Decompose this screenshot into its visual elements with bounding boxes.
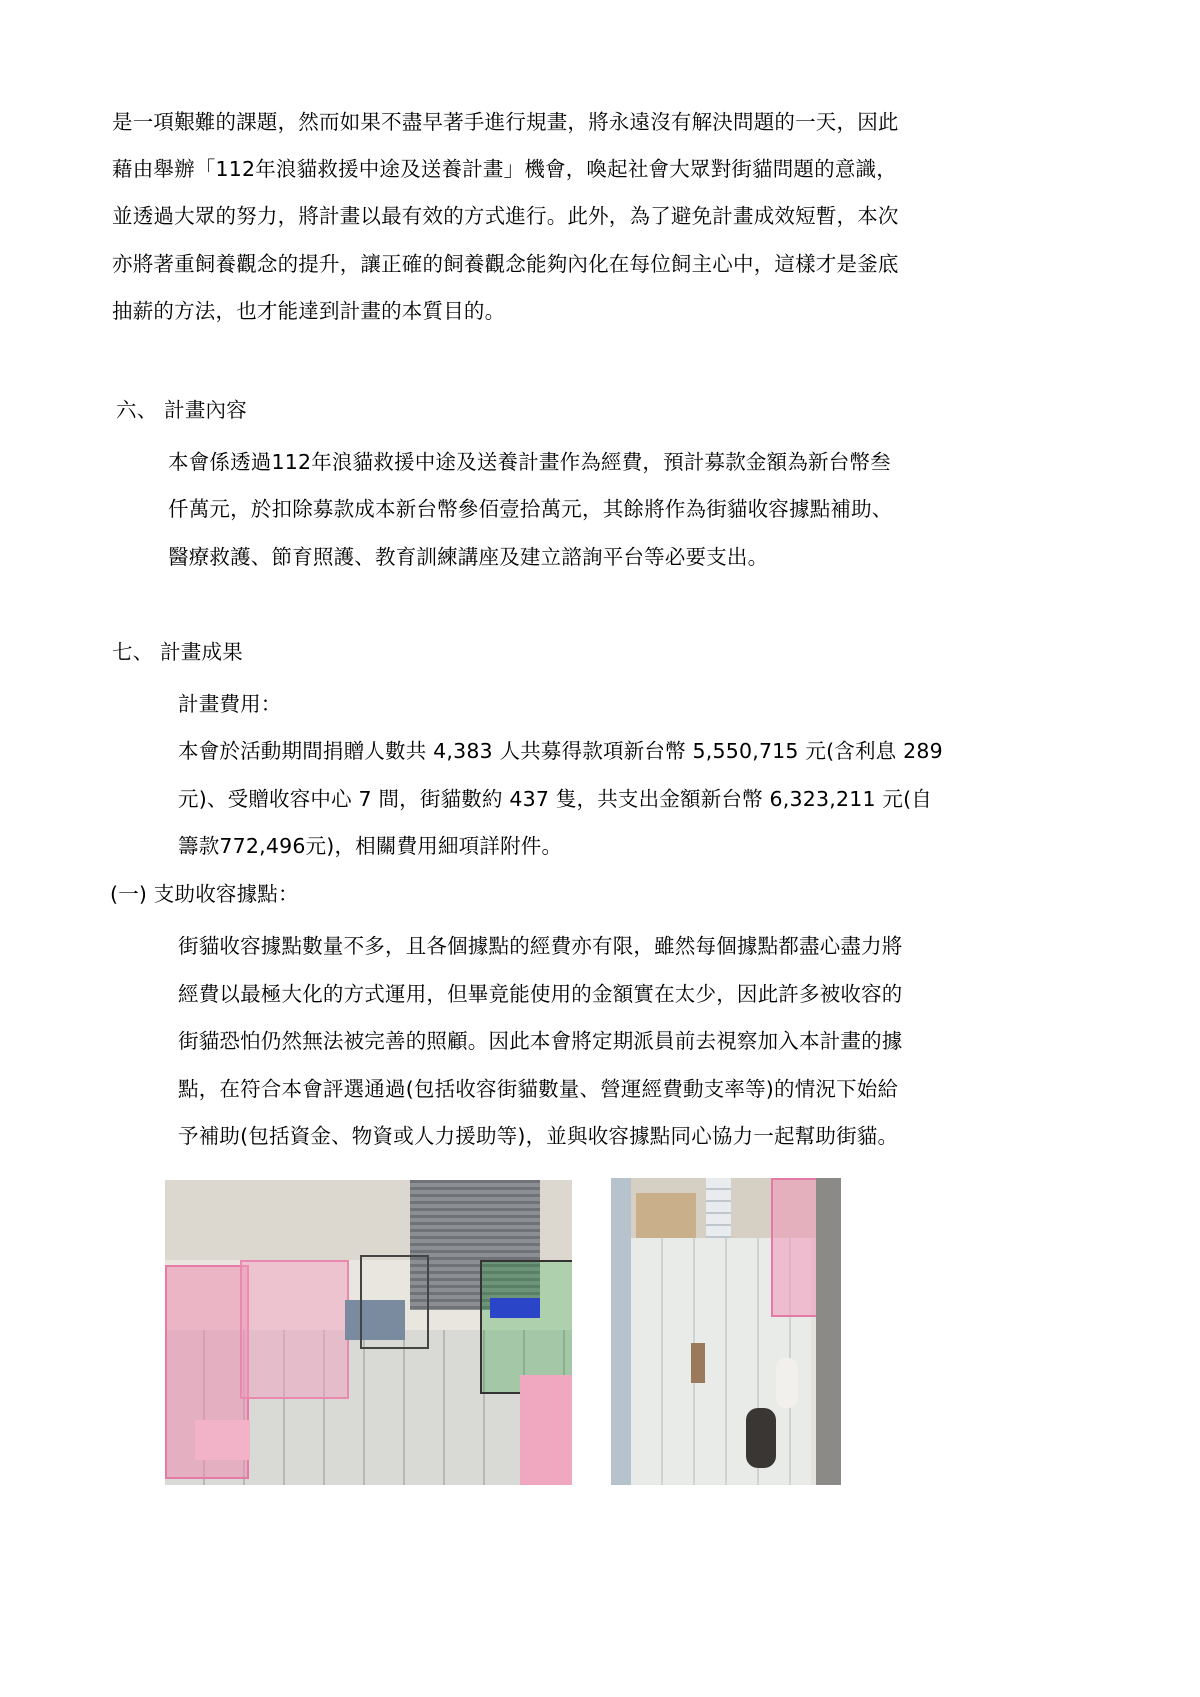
text-line: 點，在符合本會評選通過(包括收容街貓數量、營運經費動支率等)的情況下始給 — [178, 1077, 899, 1101]
text-line: 街貓恐怕仍然無法被完善的照顧。因此本會將定期派員前去視察加入本計畫的據 — [178, 1029, 903, 1053]
text-line: 抽薪的方法，也才能達到計畫的本質目的。 — [112, 299, 506, 323]
text-line: 籌款772,496元)，相關費用細項詳附件。 — [178, 834, 563, 858]
text-line: 予補助(包括資金、物資或人力援助等)，並與收容據點同心協力一起幫助街貓。 — [178, 1124, 899, 1148]
section-heading: 六、 計畫內容 — [116, 398, 247, 422]
text-line: 街貓收容據點數量不多，且各個據點的經費亦有限，雖然每個據點都盡心盡力將 — [178, 934, 903, 958]
text-line: 本會於活動期間捐贈人數共 4,383 人共募得款項新台幣 5,550,715 元(含利息 289 — [178, 739, 943, 763]
text-line: 經費以最極大化的方式運用，但畢竟能使用的金額實在太少，因此許多被收容的 — [178, 982, 903, 1006]
section-heading: 七、 計畫成果 — [112, 640, 243, 664]
text-line: 醫療救護、節育照護、教育訓練講座及建立諮詢平台等必要支出。 — [168, 545, 769, 569]
text-line: 仟萬元，於扣除募款成本新台幣參佰壹拾萬元，其餘將作為街貓收容據點補助、 — [168, 497, 893, 521]
shelter-corridor-photo — [611, 1178, 841, 1485]
subsection-heading: (一) 支助收容據點： — [110, 882, 299, 906]
text-line: 並透過大眾的努力，將計畫以最有效的方式進行。此外，為了避免計畫成效短暫，本次 — [112, 204, 899, 228]
shelter-room-photo — [165, 1180, 572, 1485]
cost-label: 計畫費用： — [178, 692, 282, 716]
text-line: 元)、受贈收容中心 7 間，街貓數約 437 隻，共支出金額新台幣 6,323,211 元(自 — [178, 787, 932, 811]
text-line: 藉由舉辦「112年浪貓救援中途及送養計畫」機會，喚起社會大眾對街貓問題的意識， — [112, 157, 897, 181]
text-line: 是一項艱難的課題，然而如果不盡早著手進行規畫，將永遠沒有解決問題的一天，因此 — [112, 110, 899, 134]
text-line: 亦將著重飼養觀念的提升，讓正確的飼養觀念能夠內化在每位飼主心中，這樣才是釜底 — [112, 252, 899, 276]
text-line: 本會係透過112年浪貓救援中途及送養計畫作為經費，預計募款金額為新台幣叁 — [168, 450, 891, 474]
